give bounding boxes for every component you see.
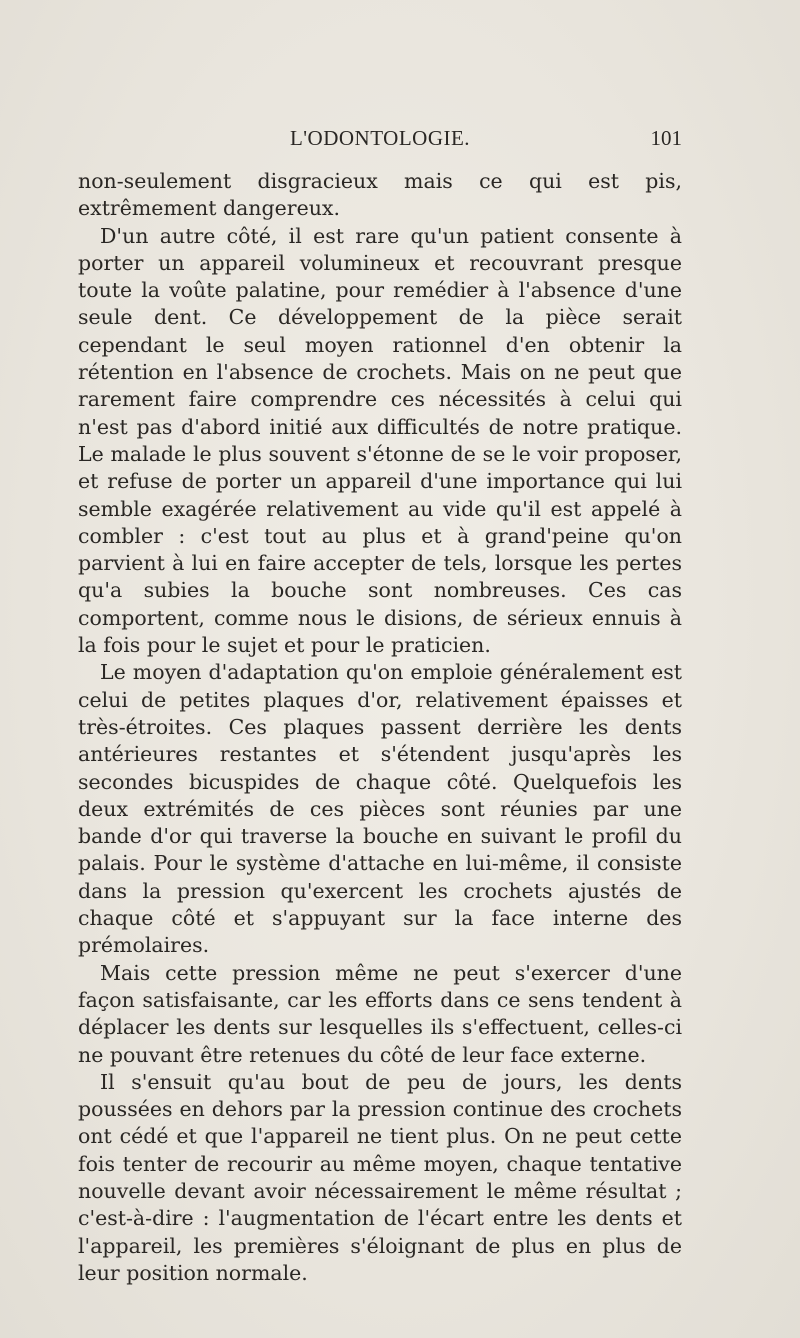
running-head [78,126,682,156]
paragraph: Mais cette pression même ne peut s'exercer d'une façon satisfaisante, car les efforts dans ce sens tendent à déplacer les dents sur lesquelles ils s'effectuent, celles-ci ne pouvant être retenues du côté de leur face externe. [78,960,682,1067]
paragraph: Le moyen d'adaptation qu'on emploie généralement est celui de petites plaques d'or, relativement épaisses et très-étroites. Ces plaques passent derrière les dents antérieures restantes et s'étendent jusqu'après les secondes bicuspides de chaque côté. Quelquefois les deux extrémités de ces pièces sont réunies par une bande d'or qui traverse la bouche en suivant le profil du palais. Pour le système d'attache en lui-même, il consiste dans la pression qu'exercent les crochets ajustés de chaque côté et s'appuyant sur la face interne des prémolaires. [78,660,682,958]
running-title: L'ODONTOLOGIE. [289,126,471,150]
paragraph: Il s'ensuit qu'au bout de peu de jours, les dents poussées en dehors par la pression continue des crochets ont cédé et que l'appareil ne tient plus. On ne peut cette fois tenter de recourir au même moyen, chaque tentative nouvelle devant avoir nécessairement le même résultat ; c'est-à-dire : l'augmentation de l'écart entre les dents et l'appareil, les premières s'éloignant de plus en plus de leur position normale. [78,1069,682,1285]
page-number: 101 [650,126,682,150]
paragraph-continuation: non-seulement disgracieux mais ce qui est pis, extrêmement dangereux. [78,169,682,221]
body-text [78,168,682,1287]
paragraph: D'un autre côté, il est rare qu'un patient consente à porter un appareil volumineux et recouvrant presque toute la voûte palatine, pour remédier à l'absence d'une seule dent. Ce développement de la pièce serait cependant le seul moyen rationnel d'en obtenir la rétention en l'absence de crochets. Mais on ne peut que rarement faire comprendre ces nécessités à celui qui n'est pas d'abord initié aux difficultés de notre pratique. Le malade le plus souvent s'étonne de se le voir proposer, et refuse de porter un appareil d'une importance qui lui semble exagérée relativement au vide qu'il est appelé à combler : c'est tout au plus et à grand'peine qu'on parvient à lui en faire accepter de tels, lorsque les pertes qu'a subies la bouche sont nombreuses. Ces cas comportent, comme nous le disions, de sérieux ennuis à la fois pour le sujet et pour le praticien. [78,223,682,658]
